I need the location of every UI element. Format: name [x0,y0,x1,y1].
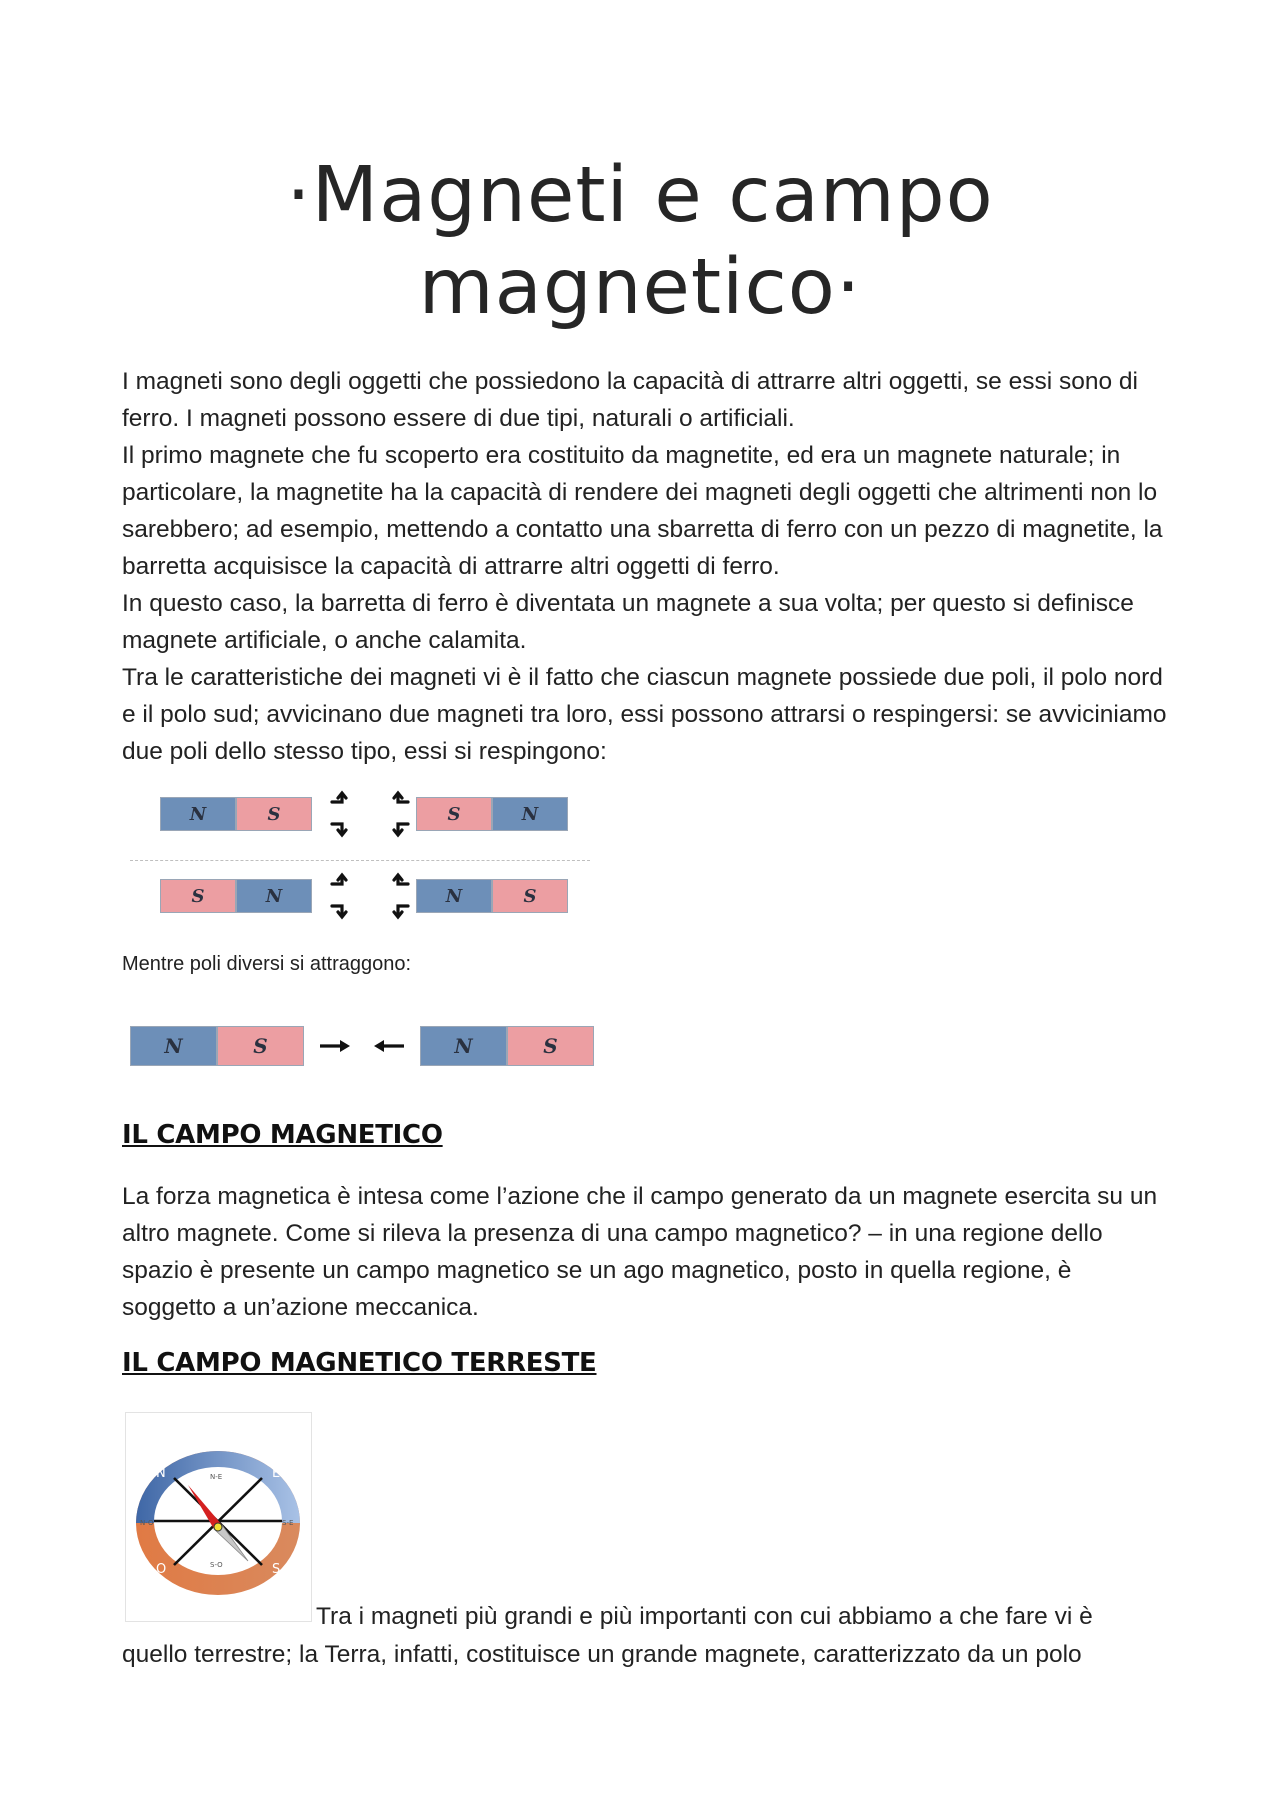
magnet-bar [160,797,312,831]
compass-icon [126,1413,311,1621]
pole-label: N [236,879,312,913]
paragraph-poles: Tra le caratteristiche dei magneti vi è il fatto che ciascun magnete possiede due poli, il polo nord e il polo sud; avvicinano due magneti tra loro, essi possono attrarsi o respingersi: se avviciniamo due poli dello stesso tipo, essi si respingono: [122,664,1167,765]
paragraph-artificial: In questo caso, la barretta di ferro è diventata un magnete a sua volta; per questo si definisce magnete artificiale, o anche calamita. [122,590,1134,654]
magnet-bar [420,1026,594,1066]
magnet-bar [416,879,568,913]
pole-label: N [492,797,568,831]
compass-figure [125,1412,312,1622]
repel-arrows-icon [328,790,412,838]
compass-label: N-O [140,1519,154,1527]
paragraph-magnetic-field: La forza magnetica è intesa come l’azione che il campo generato da un magnete esercita su un altro magnete. Come si rileva la presenza di una campo magnetico? – in una regione dello spazio è presente un campo magnetico se un ago magnetico, posto in quella regione, è soggetto a un’azione meccanica. [122,1183,1158,1321]
compass-label: O [156,1562,167,1577]
magnet-bar [130,1026,304,1066]
pole-label: S [160,879,236,913]
compass-label: E [272,1466,281,1481]
magnet-bar [416,797,568,831]
paragraph-intro: I magneti sono degli oggetti che possiedono la capacità di attrarre altri oggetti, se essi sono di ferro. I magneti possono essere di due tipi, naturali o artificiali. [122,368,1138,432]
paragraph-earth-line1: Tra i magneti più grandi e più importanti con cui abbiamo a che fare vi è [316,1603,1093,1630]
compass-label: S [272,1562,281,1577]
pole-label: S [416,797,492,831]
pole-label: N [420,1026,507,1066]
heading-magnetic-field: IL CAMPO MAGNETICO [122,1120,443,1150]
repel-arrows-icon [328,872,412,920]
arrow-left-icon [372,1036,406,1056]
pole-label: N [416,879,492,913]
divider [130,860,590,861]
paragraph-magnetite: Il primo magnete che fu scoperto era costituito da magnetite, ed era un magnete naturale; in particolare, la magnetite ha la capacità di rendere dei magneti degli oggetti che altrimenti non lo sarebbero; ad esempio, mettendo a contatto una sbarretta di ferro con un pezzo di magnetite, la barretta acquisisce la capacità di attrarre altri oggetti di ferro. [122,442,1163,580]
compass-label: N [156,1466,166,1481]
heading-earth-field: IL CAMPO MAGNETICO TERRESTE [122,1348,597,1378]
pole-label: S [217,1026,304,1066]
pole-label: S [507,1026,594,1066]
page-title: ·Magneti e campo magnetico· [286,151,994,332]
pole-label: N [160,797,236,831]
magnet-bar [160,879,312,913]
pole-label: S [492,879,568,913]
compass-label: S-O [210,1561,223,1569]
compass-label: S-E [282,1519,294,1527]
compass-label: N-E [210,1473,223,1481]
pole-label: S [236,797,312,831]
paragraph-earth-line2: quello terrestre; la Terra, infatti, costituisce un grande magnete, caratterizzato da un polo [122,1641,1082,1668]
caption-attraction: Mentre poli diversi si attraggono: [122,953,412,975]
pole-label: N [130,1026,217,1066]
arrow-right-icon [318,1036,352,1056]
